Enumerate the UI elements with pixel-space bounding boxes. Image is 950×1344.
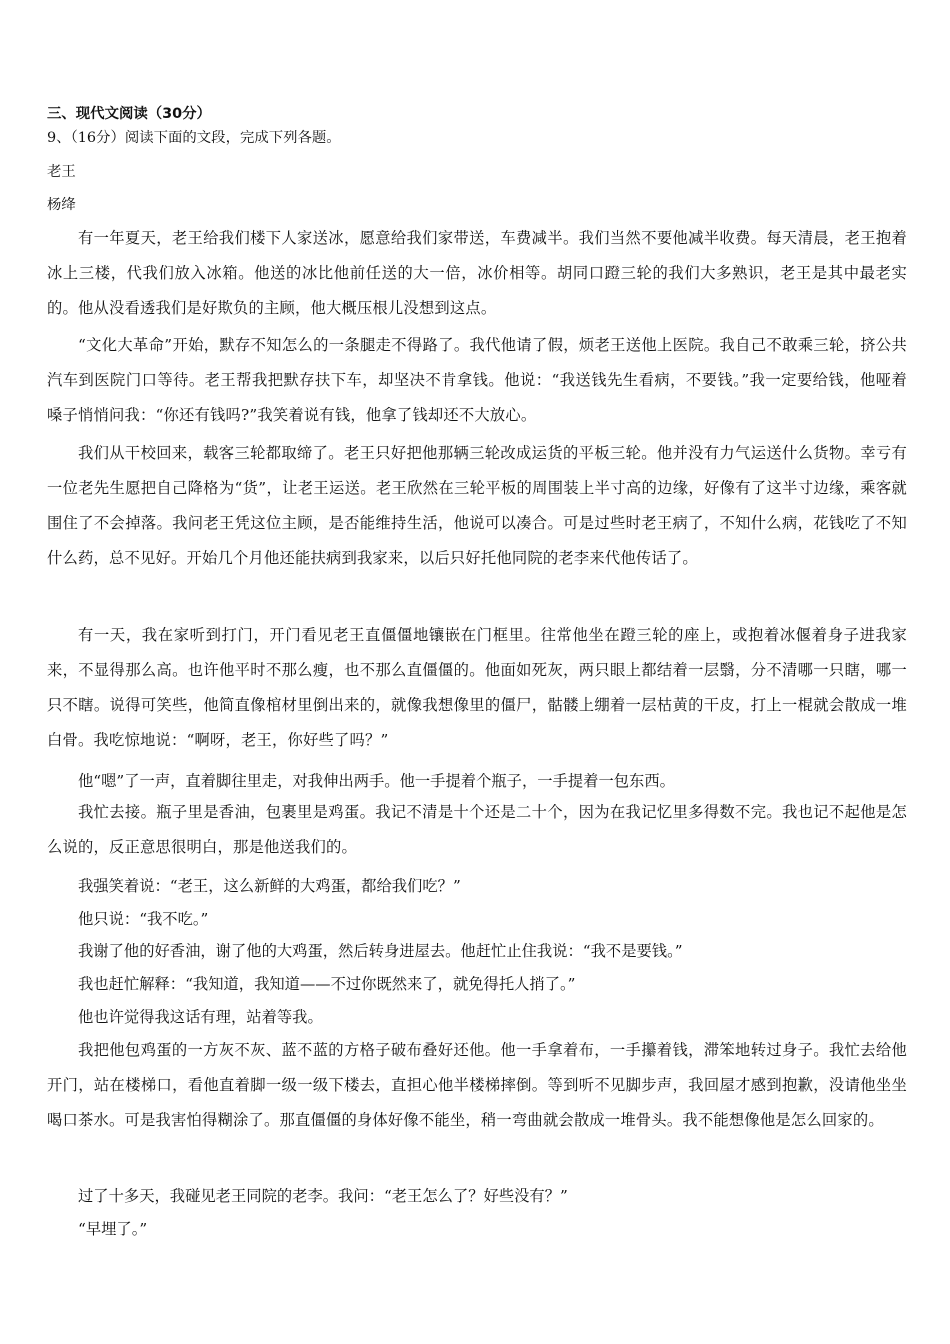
paragraph: 我把他包鸡蛋的一方灰不灰、蓝不蓝的方格子破布叠好还他。他一手拿着布，一手攥着钱，滞笨地转过身子。我忙去给他开门，站在楼梯口，看他直着脚一级一级下楼去，直担心他半楼梯摔倒。等到听不见脚步声，我回屋才感到抱歉，没请他坐坐喝口茶水。可是我害怕得糊涂了。那直僵僵的身体好像不能坐，稍一弯曲就会散成一堆骨头。我不能想像他是怎么回家的。 [47, 1041, 907, 1129]
paragraph: 他只说：“我不吃。” [78, 910, 209, 928]
paragraph: 有一天，我在家听到打门，开门看见老王直僵僵地镶嵌在门框里。往常他坐在蹬三轮的座上，或抱着冰偃着身子进我家来，不显得那么高。也许他平时不那么瘦，也不那么直僵僵的。他面如死灰，两只眼上都结着一层翳，分不清哪一只瞎，哪一只不瞎。说得可笑些，他简直像棺材里倒出来的，就像我想像里的僵尸，骷髅上绷着一层枯黄的干皮，打上一棍就会散成一堆白骨。我吃惊地说：“啊呀，老王，你好些了吗？” [47, 626, 907, 749]
passage-author: 杨绛 [47, 197, 76, 213]
paragraph: 他“嗯”了一声，直着脚往里走，对我伸出两手。他一手提着个瓶子，一手提着一包东西。 [78, 772, 675, 790]
paragraph: 过了十多天，我碰见老王同院的老李。我问：“老王怎么了？好些没有？” [78, 1187, 568, 1205]
paragraph: 我谢了他的好香油，谢了他的大鸡蛋，然后转身进屋去。他赶忙止住我说：“我不是要钱。” [78, 942, 683, 960]
paragraph: “早埋了。” [78, 1220, 148, 1238]
paragraph: 我也赶忙解释：“我知道，我知道——不过你既然来了，就免得托人捎了。” [78, 975, 576, 993]
question-prompt: 9、（16分）阅读下面的文段，完成下列各题。 [47, 130, 341, 146]
paragraph: “文化大革命”开始，默存不知怎么的一条腿走不得路了。我代他请了假，烦老王送他上医院。我自己不敢乘三轮，挤公共汽车到医院门口等待。老王帮我把默存扶下车，却坚决不肯拿钱。他说：“我送钱先生看病，不要钱。”我一定要给钱，他哑着嗓子悄悄问我：“你还有钱吗?”我笑着说有钱，他拿了钱却还不大放心。 [47, 336, 907, 424]
section-heading: 三、现代文阅读（30分） [47, 106, 211, 122]
paragraph: 有一年夏天，老王给我们楼下人家送冰，愿意给我们家带送，车费减半。我们当然不要他减半收费。每天清晨，老王抱着冰上三楼，代我们放入冰箱。他送的冰比他前任送的大一倍，冰价相等。胡同口蹬三轮的我们大多熟识，老王是其中最老实的。他从没看透我们是好欺负的主顾，他大概压根儿没想到这点。 [47, 229, 907, 317]
passage-title: 老王 [47, 164, 76, 180]
paragraph: 他也许觉得我这话有理，站着等我。 [78, 1008, 323, 1026]
paragraph: 我们从干校回来，载客三轮都取缔了。老王只好把他那辆三轮改成运货的平板三轮。他并没有力气运送什么货物。幸亏有一位老先生愿把自己降格为“货”，让老王运送。老王欣然在三轮平板的周围装上半寸高的边缘，好像有了这半寸边缘，乘客就围住了不会掉落。我问老王凭这位主顾，是否能维持生活，他说可以凑合。可是过些时老王病了，不知什么病，花钱吃了不知什么药，总不见好。开始几个月他还能扶病到我家来，以后只好托他同院的老李来代他传话了。 [47, 444, 907, 567]
paragraph: 我强笑着说：“老王，这么新鲜的大鸡蛋，都给我们吃？” [78, 877, 461, 895]
paragraph: 我忙去接。瓶子里是香油，包裹里是鸡蛋。我记不清是十个还是二十个，因为在我记忆里多得数不完。我也记不起他是怎么说的，反正意思很明白，那是他送我们的。 [47, 803, 907, 856]
